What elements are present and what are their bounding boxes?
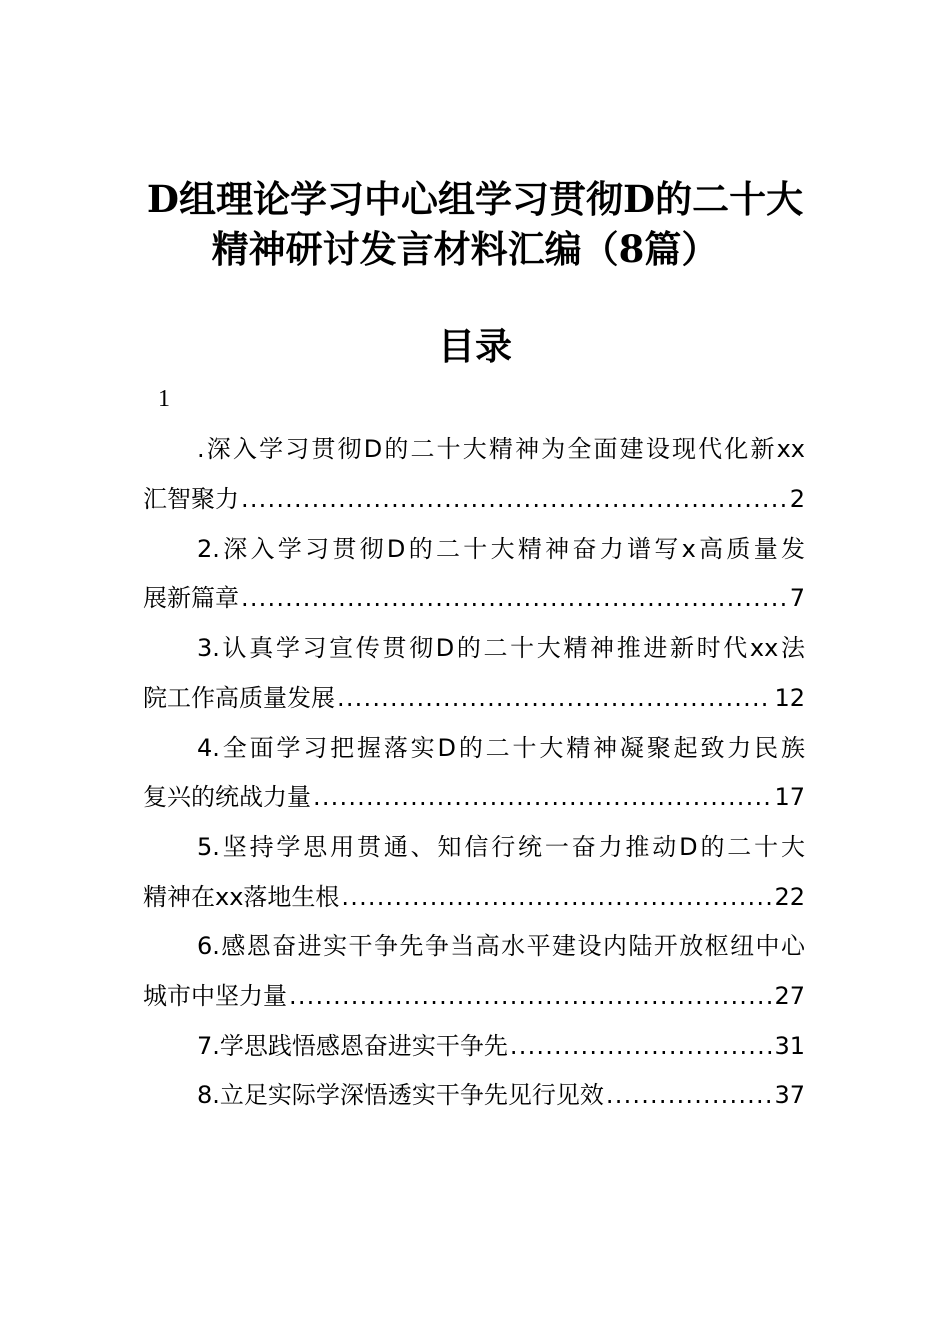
toc-entry-6-line-2[interactable] — [143, 976, 805, 1016]
toc-entry-1-title: .深入学习贯彻D的二十大精神为全面建设现代化新xx — [197, 435, 805, 463]
toc-entry-4-title-cont: 复兴的统战力量 — [143, 783, 311, 811]
toc-leader-dots — [241, 578, 788, 618]
toc-entry-3-line-2[interactable] — [143, 678, 805, 718]
toc-leader-dots — [337, 678, 772, 718]
toc-entry-2-title-cont: 展新篇章 — [143, 584, 239, 612]
toc-entry-5-title-cont: 精神在xx落地生根 — [143, 883, 340, 911]
toc-leader-dots — [241, 479, 788, 519]
toc-entry-4-line-2[interactable] — [143, 777, 805, 817]
toc-entry-1-line-1[interactable] — [143, 429, 805, 469]
toc-entry-3-title-cont: 院工作高质量发展 — [143, 684, 335, 712]
toc-leader-dots — [606, 1075, 773, 1115]
toc-entry-7-page: 31 — [774, 1032, 805, 1060]
toc-entry-2-line-2[interactable] — [143, 578, 805, 618]
toc-entry-6-title-cont: 城市中坚力量 — [143, 982, 287, 1010]
toc-entry-3-line-1[interactable] — [143, 628, 805, 668]
toc-entry-3-title: 3.认真学习宣传贯彻D的二十大精神推进新时代xx法 — [197, 634, 805, 662]
toc-leader-dots — [289, 976, 772, 1016]
toc-leader-dots — [341, 877, 772, 917]
toc-entry-8[interactable] — [143, 1075, 805, 1115]
toc-entry-1-line-2[interactable] — [143, 479, 805, 519]
toc-entry-6-line-1[interactable] — [143, 926, 805, 966]
toc-leader-dots — [510, 1026, 773, 1066]
toc-entry-7[interactable] — [143, 1026, 805, 1066]
toc-entry-2-title: 2.深入学习贯彻D的二十大精神奋力谱写x高质量发 — [197, 535, 805, 563]
toc-entry-8-page: 37 — [774, 1081, 805, 1109]
toc-entry-1-page: 2 — [789, 485, 805, 513]
toc-number: 1 — [158, 386, 170, 412]
toc-heading: 目录 — [438, 324, 512, 368]
toc-entry-4-line-1[interactable] — [143, 728, 805, 768]
document-title-line-2: 精神研讨发言材料汇编（8篇） — [211, 227, 719, 271]
toc-entry-7-title: 7.学思践悟感恩奋进实干争先 — [197, 1032, 508, 1060]
toc-entry-5-title: 5.坚持学思用贯通、知信行统一奋力推动D的二十大 — [197, 833, 805, 861]
toc-entry-4-title: 4.全面学习把握落实D的二十大精神凝聚起致力民族 — [197, 734, 805, 762]
document-title-line-1: D组理论学习中心组学习贯彻D的二十大 — [146, 177, 804, 221]
toc-entry-6-title: 6.感恩奋进实干争先争当高水平建设内陆开放枢纽中心 — [197, 932, 805, 960]
toc-leader-dots — [313, 777, 772, 817]
toc-entry-5-line-2[interactable] — [143, 877, 805, 917]
toc-entry-5-line-1[interactable] — [143, 827, 805, 867]
toc-entry-4-page: 17 — [774, 783, 805, 811]
toc-entry-6-page: 27 — [774, 982, 805, 1010]
toc-entry-2-page: 7 — [789, 584, 805, 612]
toc-entry-8-title: 8.立足实际学深悟透实干争先见行见效 — [197, 1081, 604, 1109]
toc-entry-2-line-1[interactable] — [143, 529, 805, 569]
toc-entry-3-page: 12 — [774, 684, 805, 712]
toc-entry-1-title-cont: 汇智聚力 — [143, 485, 239, 513]
toc-entry-5-page: 22 — [774, 883, 805, 911]
